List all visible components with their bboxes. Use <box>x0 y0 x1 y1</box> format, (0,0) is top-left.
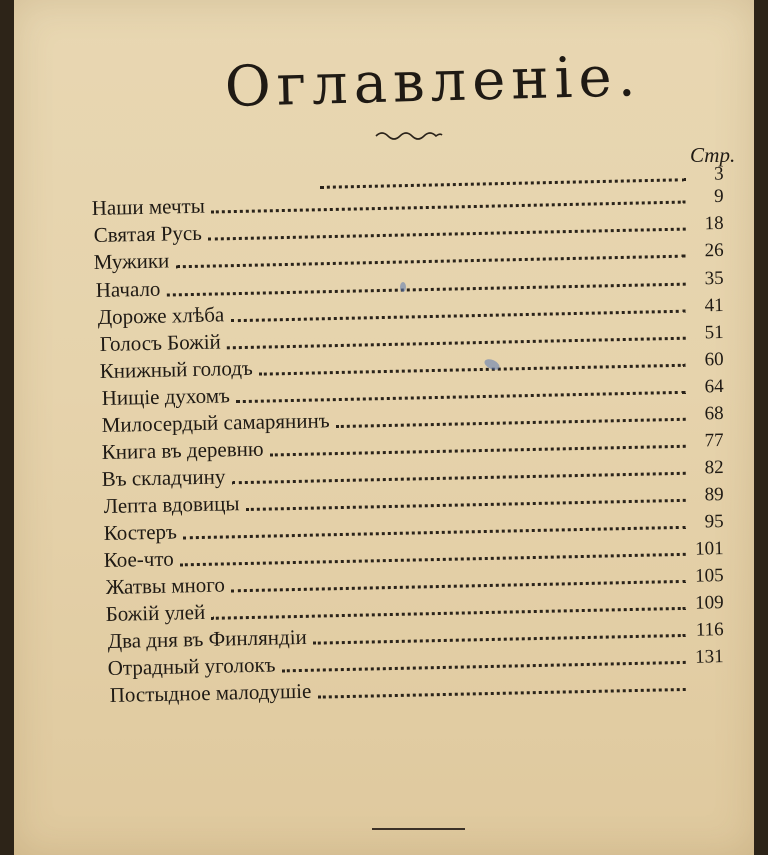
dot-leader <box>175 255 685 269</box>
toc-entry-title: Книга въ деревню <box>101 436 264 465</box>
toc-entry-page-number: 95 <box>704 511 724 533</box>
toc-entry-title: Лепта вдовицы <box>103 491 240 519</box>
toc-entry-title: Дороже хлѣба <box>97 302 225 330</box>
toc-entry-page-number: 35 <box>704 267 724 290</box>
toc-entry-page-number: 101 <box>694 538 724 560</box>
dot-leader <box>313 634 686 645</box>
bottom-rule <box>372 828 465 830</box>
ink-stain <box>400 282 406 292</box>
toc-entry-page-number: 64 <box>704 375 724 398</box>
toc-entry-page-number: 26 <box>704 239 724 262</box>
dot-leader <box>180 553 686 567</box>
toc-entry-title: Милосердый самарянинъ <box>101 408 330 438</box>
dot-leader <box>236 391 686 403</box>
dot-leader <box>317 688 685 699</box>
toc-entry-page-number: 60 <box>704 348 724 371</box>
dot-leader <box>208 228 686 241</box>
toc-entry-title: Кое-что <box>103 546 174 573</box>
dot-leader <box>246 499 686 511</box>
toc-entry-title: Книжный голодъ <box>99 355 254 384</box>
toc-entry-title: Мужики <box>93 248 170 275</box>
toc-entry-title: Наши мечты <box>91 193 206 221</box>
dot-leader <box>211 201 686 214</box>
toc-entry-page-number: 116 <box>695 619 724 641</box>
toc-entry-title: Нищіе духомъ <box>101 383 231 411</box>
page-title: Оглавленіе. <box>224 44 643 120</box>
toc-entry-page-number: 131 <box>694 646 724 668</box>
toc-entry-title: Отрадный уголокъ <box>107 652 276 681</box>
toc-entry-title: Два дня въ Финляндіи <box>107 624 308 654</box>
dot-leader <box>259 364 686 376</box>
dot-leader <box>183 526 686 540</box>
toc-entry-page-number: 109 <box>694 592 724 614</box>
book-page <box>14 0 754 855</box>
toc-entry-title: Костеръ <box>103 519 178 546</box>
toc-entry-page-number: 51 <box>704 321 724 344</box>
toc-entry-page-number: 9 <box>713 185 724 207</box>
dot-leader <box>211 607 685 620</box>
toc-entry-title: Жатвы много <box>105 572 226 600</box>
dot-leader <box>227 337 686 350</box>
table-of-contents <box>14 0 754 855</box>
toc-entry-page-number <box>686 695 724 696</box>
toc-entry-title: Начало <box>95 276 161 303</box>
toc-entry-page-number: 68 <box>704 402 724 425</box>
toc-entry-page-number: 89 <box>704 484 724 506</box>
dot-leader <box>231 580 686 593</box>
toc-entry-page-number: 77 <box>704 429 724 452</box>
toc-entry-title: Въ складчину <box>101 464 226 492</box>
toc-entry-page-number: 41 <box>704 294 724 317</box>
toc-entry-page-number: 82 <box>704 456 724 479</box>
dot-leader <box>167 283 686 297</box>
toc-entry-page-number: 18 <box>704 212 724 235</box>
toc-entry-page-number: 3 <box>713 163 724 185</box>
page-column-header: Стр. <box>690 143 736 167</box>
dot-leader <box>336 418 686 428</box>
dot-leader <box>230 310 685 323</box>
toc-entry-title: Божій улей <box>105 599 206 627</box>
toc-entry-title: Святая Русь <box>93 220 203 248</box>
dot-leader <box>282 661 686 672</box>
toc-entry-title: Постыдное малодушіе <box>109 678 312 708</box>
dot-leader <box>231 472 685 485</box>
dot-leader <box>270 445 686 457</box>
toc-entry-page-number: 105 <box>694 565 724 587</box>
toc-entry-title: Голосъ Божій <box>99 329 222 357</box>
